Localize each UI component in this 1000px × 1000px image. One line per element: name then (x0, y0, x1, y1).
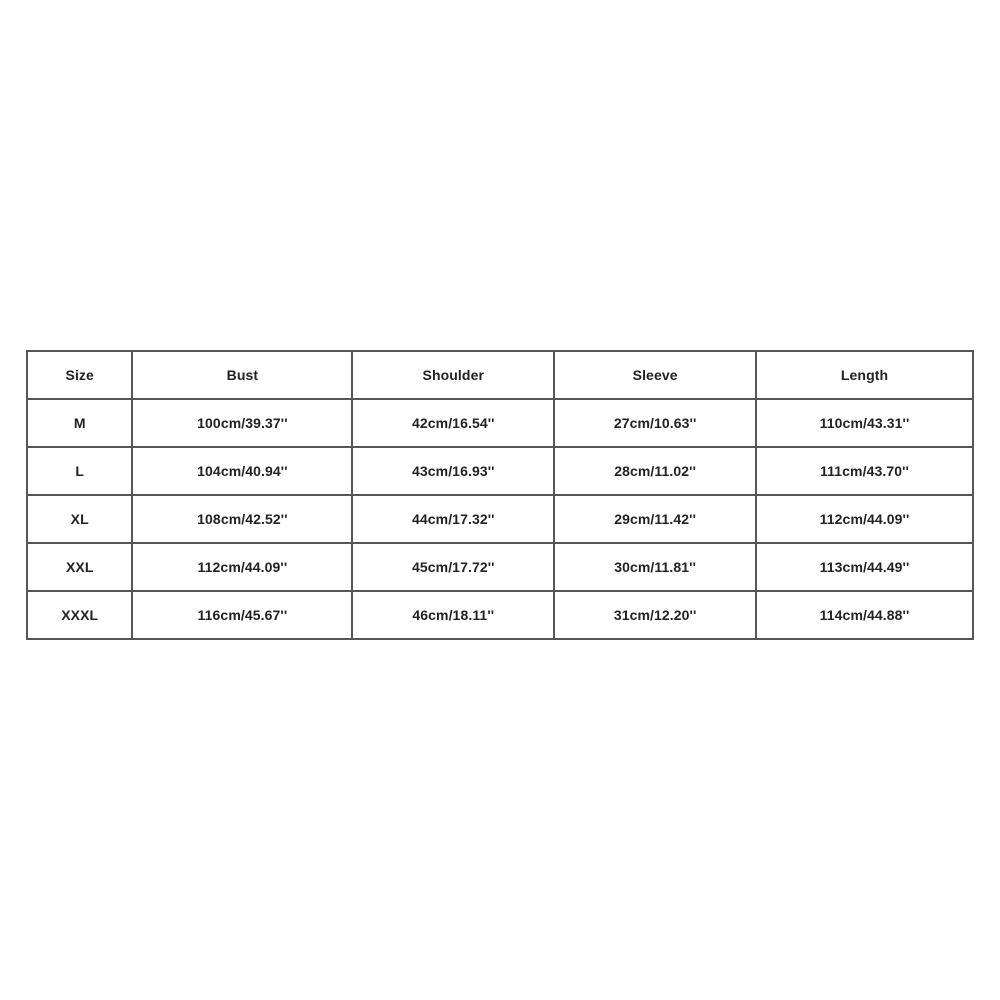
bust-cell: 100cm/39.37'' (132, 399, 352, 447)
bust-cell: 116cm/45.67'' (132, 591, 352, 639)
size-chart-table (26, 350, 974, 640)
length-cell: 110cm/43.31'' (756, 399, 973, 447)
sleeve-cell: 31cm/12.20'' (554, 591, 756, 639)
header-row (27, 351, 973, 399)
length-cell: 111cm/43.70'' (756, 447, 973, 495)
header-size: Size (27, 351, 132, 399)
table-row (27, 495, 973, 543)
bust-cell: 104cm/40.94'' (132, 447, 352, 495)
size-cell: M (27, 399, 132, 447)
length-cell: 112cm/44.09'' (756, 495, 973, 543)
header-sleeve: Sleeve (554, 351, 756, 399)
bust-cell: 108cm/42.52'' (132, 495, 352, 543)
bust-cell: 112cm/44.09'' (132, 543, 352, 591)
table-row (27, 591, 973, 639)
shoulder-cell: 46cm/18.11'' (352, 591, 554, 639)
shoulder-cell: 43cm/16.93'' (352, 447, 554, 495)
size-cell: XXXL (27, 591, 132, 639)
header-bust: Bust (132, 351, 352, 399)
shoulder-cell: 45cm/17.72'' (352, 543, 554, 591)
size-chart-body (27, 399, 973, 639)
size-cell: XXL (27, 543, 132, 591)
sleeve-cell: 27cm/10.63'' (554, 399, 756, 447)
header-length: Length (756, 351, 973, 399)
shoulder-cell: 42cm/16.54'' (352, 399, 554, 447)
length-cell: 114cm/44.88'' (756, 591, 973, 639)
sleeve-cell: 28cm/11.02'' (554, 447, 756, 495)
length-cell: 113cm/44.49'' (756, 543, 973, 591)
header-shoulder: Shoulder (352, 351, 554, 399)
shoulder-cell: 44cm/17.32'' (352, 495, 554, 543)
sleeve-cell: 30cm/11.81'' (554, 543, 756, 591)
size-chart-header (27, 351, 973, 399)
size-cell: XL (27, 495, 132, 543)
size-cell: L (27, 447, 132, 495)
table-row (27, 543, 973, 591)
sleeve-cell: 29cm/11.42'' (554, 495, 756, 543)
table-row (27, 399, 973, 447)
table-row (27, 447, 973, 495)
